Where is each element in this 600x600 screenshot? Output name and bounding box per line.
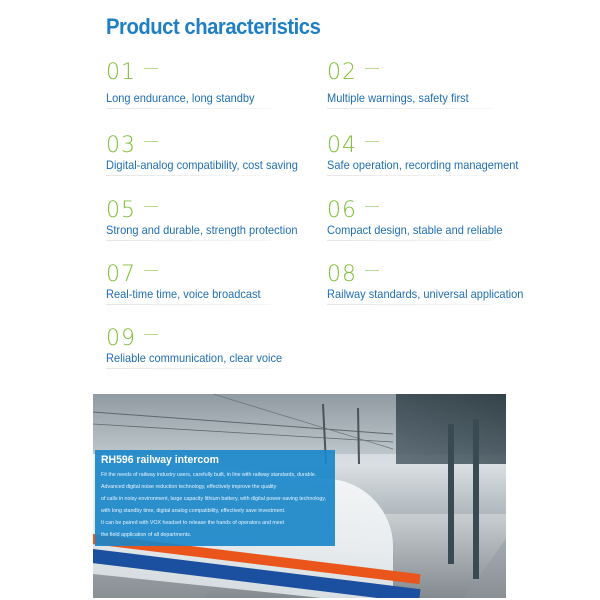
feature-item — [106, 262, 306, 305]
product-description-line: Fit the needs of railway industry users, carefully built, in line with railway standards, durable. — [101, 472, 317, 478]
feature-number: 04 — [327, 133, 357, 158]
feature-number: 05 — [106, 198, 136, 223]
feature-item — [327, 133, 527, 176]
product-description-line: Advanced digital noise reduction technology, effectively improve the quality — [101, 484, 277, 490]
divider — [144, 334, 158, 335]
product-description-line: with long standby time, digital analog compatibility, effectively save investment. — [101, 508, 286, 514]
divider — [365, 270, 379, 271]
feature-number: 09 — [106, 326, 136, 351]
divider — [327, 304, 492, 305]
divider — [327, 108, 492, 109]
feature-description: Real-time time, voice broadcast — [106, 287, 261, 301]
feature-description: Railway standards, universal application — [327, 287, 524, 301]
divider — [365, 141, 379, 142]
feature-number: 02 — [327, 60, 357, 85]
feature-item — [106, 133, 306, 176]
product-description-line: It can be paired with VOX headset to release the hands of operators and meet — [101, 520, 285, 526]
divider — [144, 270, 158, 271]
product-info-panel — [95, 450, 335, 546]
feature-number: 08 — [327, 262, 357, 287]
feature-description: Multiple warnings, safety first — [327, 91, 469, 105]
divider — [365, 68, 379, 69]
feature-item — [106, 60, 306, 109]
divider — [144, 141, 158, 142]
feature-item — [327, 262, 527, 305]
feature-description: Digital-analog compatibility, cost saving — [106, 158, 298, 172]
feature-item — [327, 198, 527, 241]
feature-item — [106, 326, 306, 369]
feature-number: 07 — [106, 262, 136, 287]
platform-pillar — [473, 419, 479, 579]
divider — [144, 68, 158, 69]
divider — [106, 304, 271, 305]
feature-description: Strong and durable, strength protection — [106, 223, 298, 237]
divider — [365, 206, 379, 207]
divider — [106, 108, 271, 109]
feature-description: Safe operation, recording management — [327, 158, 519, 172]
divider — [106, 240, 271, 241]
product-description-line: the field application of all departments. — [101, 532, 192, 538]
feature-item — [106, 198, 306, 241]
feature-number: 01 — [106, 60, 136, 85]
divider — [327, 240, 492, 241]
divider — [106, 368, 271, 369]
page-title: Product characteristics — [106, 14, 321, 39]
product-title: RH596 railway intercom — [101, 454, 219, 466]
feature-description: Long endurance, long standby — [106, 91, 255, 105]
platform-pillar — [448, 424, 454, 564]
divider — [106, 175, 271, 176]
product-description-line: of calls in noisy environment, large capacity lithium battery, with digital power-saving technology, — [101, 496, 327, 502]
feature-number: 03 — [106, 133, 136, 158]
divider — [327, 175, 492, 176]
feature-item — [327, 60, 527, 109]
feature-number: 06 — [327, 198, 357, 223]
feature-description: Compact design, stable and reliable — [327, 223, 503, 237]
divider — [144, 206, 158, 207]
feature-description: Reliable communication, clear voice — [106, 351, 283, 365]
